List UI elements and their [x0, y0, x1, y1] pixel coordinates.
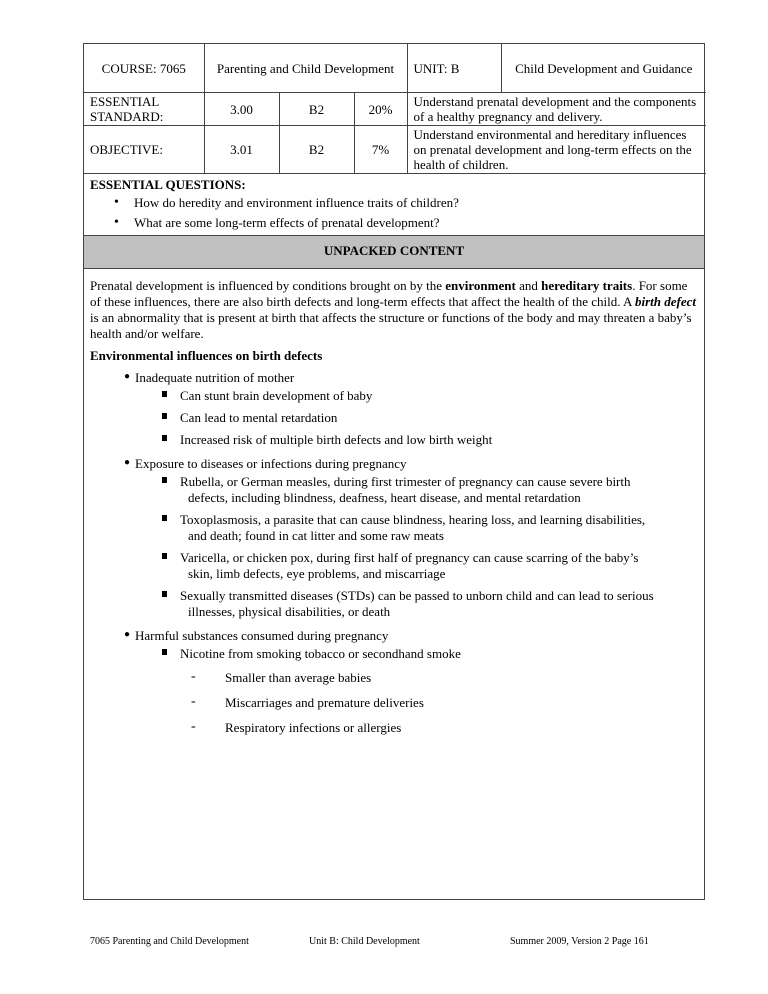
effect-item [180, 474, 698, 506]
effect-text: Can stunt brain development of baby [180, 388, 698, 404]
intro-text: is an abnormality that is present at birth that affects the structure or functions of the body and may threaten a baby’s health and/or welfare. [90, 310, 692, 341]
intro-text: and [515, 278, 542, 293]
sub-effect-item: - Smaller than average babies [225, 670, 698, 686]
sub-effect-item: - Respiratory infections or allergies [225, 720, 698, 736]
footer-unit: Unit B: Child Development [309, 936, 420, 947]
term-environment: environment [445, 278, 516, 293]
objective-code: B2 [279, 126, 354, 174]
term-hereditary-traits: hereditary traits [541, 278, 633, 293]
effect-item [180, 550, 698, 582]
footer-course: 7065 Parenting and Child Development [90, 936, 249, 947]
effect-text-line: Toxoplasmosis, a parasite that can cause blindness, hearing loss, and learning disabilities, [180, 512, 646, 527]
effect-item [180, 588, 698, 620]
sub-effect-list [180, 670, 698, 736]
course-header-table [84, 44, 706, 174]
effect-text-line: Sexually transmitted diseases (STDs) can be passed to unborn child and can lead to serious [180, 588, 654, 603]
effect-text [180, 550, 698, 582]
essential-question-item: • What are some long-term effects of prenatal development? [134, 213, 698, 233]
effect-text: Can lead to mental retardation [180, 410, 698, 426]
effect-text: Nicotine from smoking tobacco or secondhand smoke [180, 646, 698, 662]
essential-questions-title: ESSENTIAL QUESTIONS: [90, 177, 246, 192]
standard-percent: 20% [354, 93, 407, 126]
course-label: COURSE: 7065 [84, 44, 204, 93]
intro-text: . For some of these influences, there are also birth defects and long-term effects that affect the health of the child. A [90, 278, 688, 309]
effect-item [180, 646, 698, 736]
effect-item [180, 410, 698, 426]
influence-group-label: ● Exposure to diseases or infections during pregnancy [135, 454, 698, 474]
effect-list [135, 474, 698, 620]
essential-questions [84, 174, 704, 236]
effect-text-line: Rubella, or German measles, during first trimester of pregnancy can cause severe birth [180, 474, 631, 489]
intro-text: Prenatal development is influenced by conditions brought on by the [90, 278, 446, 293]
sub-effect-item: - Miscarriages and premature deliveries [225, 695, 698, 711]
standard-text: Understand prenatal development and the components of a healthy pregnancy and delivery. [407, 93, 706, 126]
document-frame [83, 43, 705, 900]
footer-page-info: Summer 2009, Version 2 Page 161 [510, 936, 649, 947]
effect-list [135, 388, 698, 448]
effect-text: Increased risk of multiple birth defects and low birth weight [180, 432, 698, 448]
term-birth-defect: birth defect [634, 294, 696, 309]
section-title: Environmental influences on birth defects [90, 348, 323, 363]
effect-item [180, 432, 698, 448]
influence-group-label: ● Inadequate nutrition of mother [135, 368, 698, 388]
unit-name: Child Development and Guidance [501, 44, 706, 93]
influence-group [135, 368, 698, 448]
influence-list [90, 368, 698, 736]
effect-text [180, 474, 698, 506]
objective-label: OBJECTIVE: [84, 126, 204, 174]
effect-text-line: Varicella, or chicken pox, during first half of pregnancy can cause scarring of the baby’s [180, 550, 639, 565]
unpacked-content-heading: UNPACKED CONTENT [84, 236, 704, 269]
effect-text [180, 512, 698, 544]
standard-number: 3.00 [204, 93, 279, 126]
effect-text [180, 588, 698, 620]
effect-item [180, 388, 698, 404]
course-name: Parenting and Child Development [204, 44, 407, 93]
objective-percent: 7% [354, 126, 407, 174]
essential-questions-list [90, 193, 698, 233]
influence-group [135, 454, 698, 620]
intro-paragraph [90, 278, 698, 342]
standard-code: B2 [279, 93, 354, 126]
influence-group [135, 626, 698, 736]
effect-text-line: illnesses, physical disabilities, or death [188, 604, 391, 619]
unit-label: UNIT: B [407, 44, 501, 93]
influence-group-label: ● Harmful substances consumed during pregnancy [135, 626, 698, 646]
effect-text-line: and death; found in cat litter and some raw meats [188, 528, 444, 543]
effect-list [135, 646, 698, 736]
standard-label: ESSENTIAL STANDARD: [84, 93, 204, 126]
effect-text-line: defects, including blindness, deafness, heart disease, and mental retardation [188, 490, 581, 505]
unpacked-content-body [84, 269, 704, 736]
effect-text-line: skin, limb defects, eye problems, and miscarriage [188, 566, 446, 581]
effect-item [180, 512, 698, 544]
objective-text: Understand environmental and hereditary influences on prenatal development and long-term effects on the health of children. [407, 126, 706, 174]
objective-number: 3.01 [204, 126, 279, 174]
essential-question-item: • How do heredity and environment influence traits of children? [134, 193, 698, 213]
